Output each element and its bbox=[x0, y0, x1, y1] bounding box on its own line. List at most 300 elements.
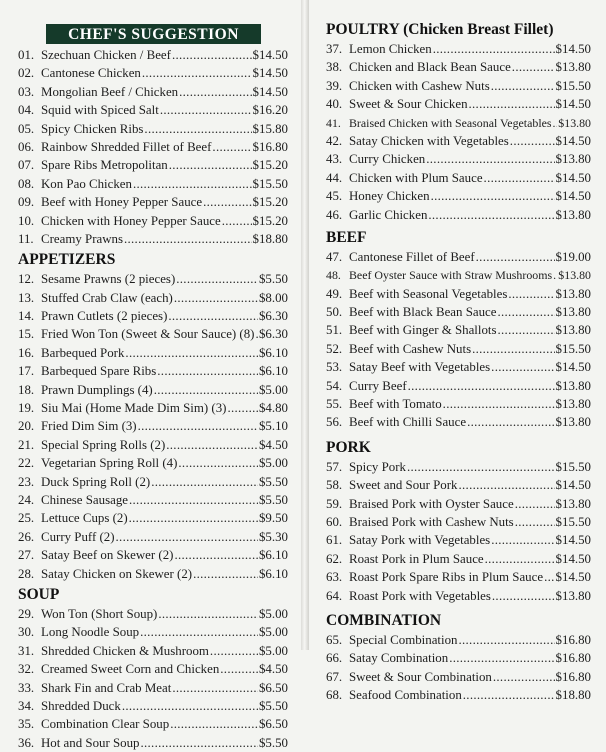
item-price: $5.50 bbox=[258, 735, 288, 750]
item-price: $16.80 bbox=[555, 632, 591, 647]
menu-item bbox=[326, 248, 591, 266]
item-name: Hot and Sour Soup bbox=[41, 735, 140, 750]
menu-item bbox=[326, 132, 591, 150]
menu-item bbox=[326, 266, 591, 284]
leader-dots bbox=[553, 114, 558, 132]
menu-item bbox=[326, 686, 591, 704]
leader-dots bbox=[515, 513, 555, 531]
item-number: 40. bbox=[326, 97, 343, 112]
item-number: 12. bbox=[18, 272, 35, 287]
item-name: Satay Beef with Vegetables bbox=[349, 360, 491, 375]
leader-dots bbox=[172, 46, 252, 64]
item-price: $18.80 bbox=[555, 688, 591, 703]
leader-dots bbox=[491, 358, 554, 376]
menu-item bbox=[18, 120, 288, 138]
leader-dots bbox=[168, 307, 258, 325]
item-number: 14. bbox=[18, 309, 35, 324]
item-number: 18. bbox=[18, 382, 35, 397]
menu-item bbox=[18, 399, 288, 417]
menu-item bbox=[18, 417, 288, 435]
item-name: Satay Chicken with Vegetables bbox=[349, 133, 509, 148]
menu-item bbox=[326, 187, 591, 205]
leader-dots bbox=[140, 734, 258, 752]
item-price: $14.50 bbox=[252, 48, 288, 62]
item-price: $13.80 bbox=[555, 286, 591, 301]
item-price: $6.30 bbox=[258, 309, 288, 324]
item-price: $5.00 bbox=[258, 382, 288, 397]
item-price: $14.50 bbox=[252, 66, 288, 81]
leader-dots bbox=[210, 642, 258, 660]
item-number: 47. bbox=[326, 249, 343, 264]
item-name: Beef with Tomato bbox=[349, 397, 442, 412]
item-number: 26. bbox=[18, 529, 35, 544]
item-number: 15. bbox=[18, 327, 35, 342]
leader-dots bbox=[142, 64, 252, 82]
item-name: Beef Oyster Sauce with Straw Mushrooms bbox=[349, 268, 553, 283]
item-name: Beef with Cashew Nuts bbox=[349, 341, 472, 356]
section-title-poultry-chicken-breast-fillet: POULTRY (Chicken Breast Fillet) bbox=[326, 21, 554, 38]
menu-item bbox=[18, 212, 288, 230]
item-price: $6.10 bbox=[258, 566, 288, 581]
item-number: 64. bbox=[326, 588, 343, 603]
menu-item bbox=[326, 58, 591, 76]
item-name: Long Noodle Soup bbox=[41, 625, 140, 640]
item-name: Beef with Honey Pepper Sauce bbox=[41, 195, 203, 210]
item-number: 35. bbox=[18, 717, 35, 732]
item-price: $6.10 bbox=[258, 345, 288, 360]
item-number: 56. bbox=[326, 415, 343, 430]
item-name: Fried Dim Sim (3) bbox=[41, 419, 137, 434]
item-name: Satay Combination bbox=[349, 651, 449, 666]
item-price: $6.50 bbox=[258, 717, 288, 732]
menu-item bbox=[326, 395, 591, 413]
leader-dots bbox=[408, 377, 555, 395]
item-number: 39. bbox=[326, 78, 343, 93]
menu-item bbox=[326, 303, 591, 321]
section-title-pork: PORK bbox=[326, 438, 371, 456]
leader-dots bbox=[428, 206, 554, 224]
menu-item bbox=[18, 642, 288, 660]
menu-item bbox=[326, 476, 591, 494]
menu-item bbox=[326, 40, 591, 58]
item-number: 16. bbox=[18, 345, 35, 360]
item-price: $13.80 bbox=[555, 305, 591, 320]
leader-dots bbox=[116, 528, 258, 546]
leader-dots bbox=[220, 660, 258, 678]
item-name: Rainbow Shredded Fillet of Beef bbox=[41, 139, 212, 154]
item-price: $15.20 bbox=[252, 213, 288, 228]
item-number: 04. bbox=[18, 103, 35, 118]
item-price: $16.80 bbox=[555, 651, 591, 666]
leader-dots bbox=[433, 40, 555, 58]
item-number: 27. bbox=[18, 548, 35, 563]
item-name: Special Combination bbox=[349, 632, 458, 647]
item-price: $13.80 bbox=[558, 115, 591, 130]
menu-item bbox=[18, 64, 288, 82]
item-name: Cantonese Fillet of Beef bbox=[349, 249, 475, 264]
item-number: 52. bbox=[326, 341, 343, 356]
menu-item bbox=[326, 114, 591, 132]
leader-dots bbox=[553, 266, 557, 284]
item-number: 45. bbox=[326, 189, 343, 204]
item-price: $5.00 bbox=[258, 643, 288, 658]
item-price: $14.50 bbox=[555, 42, 591, 56]
item-price: $13.80 bbox=[555, 152, 591, 167]
item-number: 44. bbox=[326, 170, 343, 185]
menu-item bbox=[326, 531, 591, 549]
item-price: $14.50 bbox=[555, 551, 591, 566]
section-title-appetizers: APPETIZERS bbox=[18, 251, 116, 269]
leader-dots bbox=[512, 58, 555, 76]
item-number: 20. bbox=[18, 419, 35, 434]
menu-item bbox=[18, 307, 288, 325]
item-price: $14.50 bbox=[555, 170, 591, 185]
leader-dots bbox=[484, 169, 555, 187]
item-price: $13.80 bbox=[555, 207, 591, 222]
item-price: $6.10 bbox=[258, 364, 288, 379]
item-price: $5.50 bbox=[258, 272, 288, 287]
item-number: 57. bbox=[326, 459, 343, 474]
leader-dots bbox=[508, 285, 554, 303]
item-name: Shredded Chicken & Mushroom bbox=[41, 643, 209, 658]
item-name: Barbequed Pork bbox=[41, 345, 125, 360]
section-title-chef-s-suggestion: CHEF'S SUGGESTION bbox=[46, 24, 261, 44]
item-name: Sweet & Sour Chicken bbox=[349, 97, 468, 112]
menu-item bbox=[18, 679, 288, 697]
item-price: $16.80 bbox=[252, 139, 288, 154]
menu-item bbox=[18, 101, 288, 119]
menu-item bbox=[326, 285, 591, 303]
item-price: $5.50 bbox=[258, 492, 288, 507]
item-price: $15.20 bbox=[252, 158, 288, 173]
leader-dots bbox=[178, 454, 258, 472]
section-title-combination: COMBINATION bbox=[326, 611, 442, 629]
item-price: $5.00 bbox=[258, 625, 288, 640]
item-number: 28. bbox=[18, 566, 35, 581]
leader-dots bbox=[492, 587, 555, 605]
page-fold bbox=[301, 0, 309, 650]
leader-dots bbox=[497, 303, 554, 321]
menu-item bbox=[18, 83, 288, 101]
item-name: Beef with Chilli Sauce bbox=[349, 415, 467, 430]
item-name: Roast Pork in Plum Sauce bbox=[349, 551, 484, 566]
item-number: 24. bbox=[18, 492, 35, 507]
menu-item bbox=[326, 413, 591, 431]
item-name: Sweet & Sour Combination bbox=[349, 669, 492, 684]
item-number: 17. bbox=[18, 364, 35, 379]
leader-dots bbox=[212, 138, 251, 156]
item-name: Satay Pork with Vegetables bbox=[349, 533, 491, 548]
item-name: Curry Beef bbox=[349, 378, 407, 393]
section-title-beef: BEEF bbox=[326, 228, 367, 246]
leader-dots bbox=[193, 565, 258, 583]
item-name: Vegetarian Spring Roll (4) bbox=[41, 456, 178, 471]
item-name: Seafood Combination bbox=[349, 688, 462, 703]
item-number: 41. bbox=[326, 115, 341, 130]
item-name: Creamed Sweet Corn and Chicken bbox=[41, 662, 220, 677]
menu-item bbox=[18, 289, 288, 307]
leader-dots bbox=[129, 509, 258, 527]
item-number: 67. bbox=[326, 669, 343, 684]
leader-dots bbox=[169, 156, 252, 174]
item-number: 07. bbox=[18, 158, 35, 173]
item-price: $14.50 bbox=[555, 133, 591, 148]
item-number: 23. bbox=[18, 474, 35, 489]
item-price: $5.10 bbox=[258, 419, 288, 434]
item-name: Braised Pork with Cashew Nuts bbox=[349, 514, 514, 529]
item-name: Duck Spring Roll (2) bbox=[41, 474, 151, 489]
item-name: Spare Ribs Metropolitan bbox=[41, 158, 168, 173]
leader-dots bbox=[485, 550, 555, 568]
item-name: Stuffed Crab Claw (each) bbox=[41, 290, 173, 305]
section-title-soup: SOUP bbox=[18, 585, 60, 603]
item-price: $16.20 bbox=[252, 103, 288, 118]
menu-item bbox=[326, 321, 591, 339]
menu-item bbox=[18, 362, 288, 380]
item-price: $13.80 bbox=[558, 268, 591, 283]
menu-item bbox=[18, 454, 288, 472]
item-number: 33. bbox=[18, 680, 35, 695]
left-column bbox=[18, 0, 288, 752]
menu-item bbox=[18, 660, 288, 678]
leader-dots bbox=[133, 175, 252, 193]
item-price: $14.50 bbox=[555, 189, 591, 204]
leader-dots bbox=[476, 248, 555, 266]
menu-item bbox=[326, 458, 591, 476]
item-number: 05. bbox=[18, 121, 35, 136]
menu-item bbox=[18, 270, 288, 288]
menu-item bbox=[326, 550, 591, 568]
item-number: 03. bbox=[18, 84, 35, 99]
leader-dots bbox=[174, 546, 258, 564]
item-name: Chicken and Black Bean Sauce bbox=[349, 60, 511, 75]
menu-item bbox=[326, 668, 591, 686]
leader-dots bbox=[125, 344, 258, 362]
leader-dots bbox=[203, 193, 251, 211]
menu-item bbox=[18, 46, 288, 64]
menu-item bbox=[326, 513, 591, 531]
leader-dots bbox=[459, 476, 555, 494]
menu-item bbox=[18, 605, 288, 623]
item-price: $4.50 bbox=[258, 437, 288, 452]
item-number: 68. bbox=[326, 688, 343, 703]
leader-dots bbox=[443, 395, 555, 413]
leader-dots bbox=[544, 568, 554, 586]
leader-dots bbox=[179, 83, 251, 101]
item-number: 06. bbox=[18, 139, 35, 154]
item-number: 36. bbox=[18, 735, 35, 750]
item-number: 38. bbox=[326, 60, 343, 75]
menu-item bbox=[18, 381, 288, 399]
item-number: 11. bbox=[18, 231, 34, 246]
item-number: 08. bbox=[18, 176, 35, 191]
item-price: $14.50 bbox=[555, 360, 591, 375]
leader-dots bbox=[144, 120, 251, 138]
item-number: 19. bbox=[18, 401, 35, 416]
item-number: 43. bbox=[326, 152, 343, 167]
leader-dots bbox=[227, 399, 258, 417]
item-number: 60. bbox=[326, 514, 343, 529]
item-price: $6.50 bbox=[258, 680, 288, 695]
menu-item bbox=[18, 697, 288, 715]
right-column bbox=[326, 0, 591, 705]
item-name: Chicken with Plum Sauce bbox=[349, 170, 483, 185]
item-price: $13.80 bbox=[555, 496, 591, 511]
item-number: 34. bbox=[18, 698, 35, 713]
item-price: $16.80 bbox=[555, 669, 591, 684]
item-name: Beef with Ginger & Shallots bbox=[349, 323, 497, 338]
menu-item bbox=[18, 509, 288, 527]
item-price: $19.00 bbox=[555, 249, 591, 264]
leader-dots bbox=[426, 150, 554, 168]
menu-item bbox=[326, 358, 591, 376]
item-number: 42. bbox=[326, 133, 343, 148]
item-price: $14.50 bbox=[555, 533, 591, 548]
item-name: Szechuan Chicken / Beef bbox=[41, 48, 171, 62]
item-price: $13.80 bbox=[555, 415, 591, 430]
item-price: $9.50 bbox=[258, 511, 288, 526]
item-number: 29. bbox=[18, 606, 35, 621]
menu-item bbox=[18, 193, 288, 211]
menu-item bbox=[18, 436, 288, 454]
menu-item bbox=[326, 206, 591, 224]
leader-dots bbox=[138, 417, 258, 435]
item-number: 37. bbox=[326, 42, 343, 56]
leader-dots bbox=[174, 289, 258, 307]
item-name: Curry Puff (2) bbox=[41, 529, 115, 544]
item-number: 02. bbox=[18, 66, 35, 81]
menu-item bbox=[18, 138, 288, 156]
item-price: $8.00 bbox=[258, 290, 288, 305]
item-price: $5.00 bbox=[258, 606, 288, 621]
item-price: $4.80 bbox=[258, 401, 288, 416]
item-name: Shark Fin and Crab Meat bbox=[41, 680, 172, 695]
leader-dots bbox=[493, 668, 555, 686]
menu-item bbox=[18, 230, 288, 248]
item-price: $15.50 bbox=[555, 459, 591, 474]
menu-item bbox=[18, 623, 288, 641]
item-name: Sweet and Sour Pork bbox=[349, 478, 458, 493]
item-number: 01. bbox=[18, 48, 35, 62]
item-name: Satay Beef on Skewer (2) bbox=[41, 548, 174, 563]
leader-dots bbox=[158, 605, 258, 623]
item-price: $15.50 bbox=[555, 78, 591, 93]
item-number: 09. bbox=[18, 195, 35, 210]
leader-dots bbox=[510, 132, 555, 150]
item-price: $13.80 bbox=[555, 323, 591, 338]
item-number: 58. bbox=[326, 478, 343, 493]
item-name: Satay Chicken on Skewer (2) bbox=[41, 566, 193, 581]
menu-item bbox=[326, 377, 591, 395]
menu-item bbox=[18, 175, 288, 193]
menu-item bbox=[326, 649, 591, 667]
item-number: 53. bbox=[326, 360, 343, 375]
leader-dots bbox=[157, 362, 258, 380]
item-name: Spicy Chicken Ribs bbox=[41, 121, 144, 136]
item-name: Lemon Chicken bbox=[349, 42, 432, 56]
item-number: 10. bbox=[18, 213, 35, 228]
item-number: 13. bbox=[18, 290, 35, 305]
item-name: Curry Chicken bbox=[349, 152, 426, 167]
leader-dots bbox=[431, 187, 555, 205]
menu-item bbox=[326, 169, 591, 187]
menu-item bbox=[18, 325, 288, 343]
item-price: $14.50 bbox=[252, 84, 288, 99]
item-name: Beef with Seasonal Vegetables bbox=[349, 286, 508, 301]
item-name: Sesame Prawns (2 pieces) bbox=[41, 272, 176, 287]
item-number: 48. bbox=[326, 268, 341, 283]
item-price: $5.30 bbox=[258, 529, 288, 544]
menu-item bbox=[326, 77, 591, 95]
item-number: 49. bbox=[326, 286, 343, 301]
item-price: $5.00 bbox=[258, 456, 288, 471]
menu-item bbox=[326, 495, 591, 513]
leader-dots bbox=[407, 458, 555, 476]
leader-dots bbox=[467, 413, 554, 431]
item-number: 66. bbox=[326, 651, 343, 666]
item-name: Siu Mai (Home Made Dim Sim) (3) bbox=[41, 401, 227, 416]
menu-item bbox=[326, 587, 591, 605]
menu-item bbox=[18, 156, 288, 174]
leader-dots bbox=[176, 270, 258, 288]
leader-dots bbox=[122, 697, 258, 715]
item-number: 62. bbox=[326, 551, 343, 566]
menu-item bbox=[18, 473, 288, 491]
menu-item bbox=[18, 546, 288, 564]
menu-item bbox=[18, 734, 288, 752]
leader-dots bbox=[469, 95, 555, 113]
leader-dots bbox=[498, 321, 555, 339]
item-name: Creamy Prawns bbox=[41, 231, 123, 246]
item-number: 51. bbox=[326, 323, 343, 338]
leader-dots bbox=[472, 340, 554, 358]
item-price: $4.50 bbox=[258, 662, 288, 677]
item-price: $15.50 bbox=[555, 341, 591, 356]
item-number: 31. bbox=[18, 643, 35, 658]
leader-dots bbox=[449, 649, 554, 667]
leader-dots bbox=[151, 473, 258, 491]
item-name: Mongolian Beef / Chicken bbox=[41, 84, 179, 99]
item-price: $14.50 bbox=[555, 478, 591, 493]
item-number: 25. bbox=[18, 511, 35, 526]
menu-item bbox=[326, 568, 591, 586]
item-number: 61. bbox=[326, 533, 343, 548]
item-name: Beef with Black Bean Sauce bbox=[349, 305, 497, 320]
item-name: Lettuce Cups (2) bbox=[41, 511, 128, 526]
item-name: Barbequed Spare Ribs bbox=[41, 364, 157, 379]
leader-dots bbox=[463, 686, 555, 704]
item-name: Squid with Spiced Salt bbox=[41, 103, 159, 118]
item-price: $6.10 bbox=[258, 548, 288, 563]
item-price: $15.50 bbox=[252, 176, 288, 191]
item-name: Kon Pao Chicken bbox=[41, 176, 132, 191]
item-name: Special Spring Rolls (2) bbox=[41, 437, 166, 452]
item-name: Spicy Pork bbox=[349, 459, 406, 474]
item-price: $18.80 bbox=[252, 231, 288, 246]
item-price: $13.80 bbox=[555, 588, 591, 603]
item-name: Won Ton (Short Soup) bbox=[41, 606, 158, 621]
item-name: Garlic Chicken bbox=[349, 207, 428, 222]
item-price: $6.30 bbox=[258, 327, 288, 342]
item-name: Chicken with Cashew Nuts bbox=[349, 78, 490, 93]
item-price: $14.50 bbox=[555, 97, 591, 112]
leader-dots bbox=[170, 715, 258, 733]
menu-item bbox=[326, 631, 591, 649]
leader-dots bbox=[458, 631, 554, 649]
item-number: 46. bbox=[326, 207, 343, 222]
item-number: 65. bbox=[326, 632, 343, 647]
item-price: $14.50 bbox=[555, 570, 591, 585]
